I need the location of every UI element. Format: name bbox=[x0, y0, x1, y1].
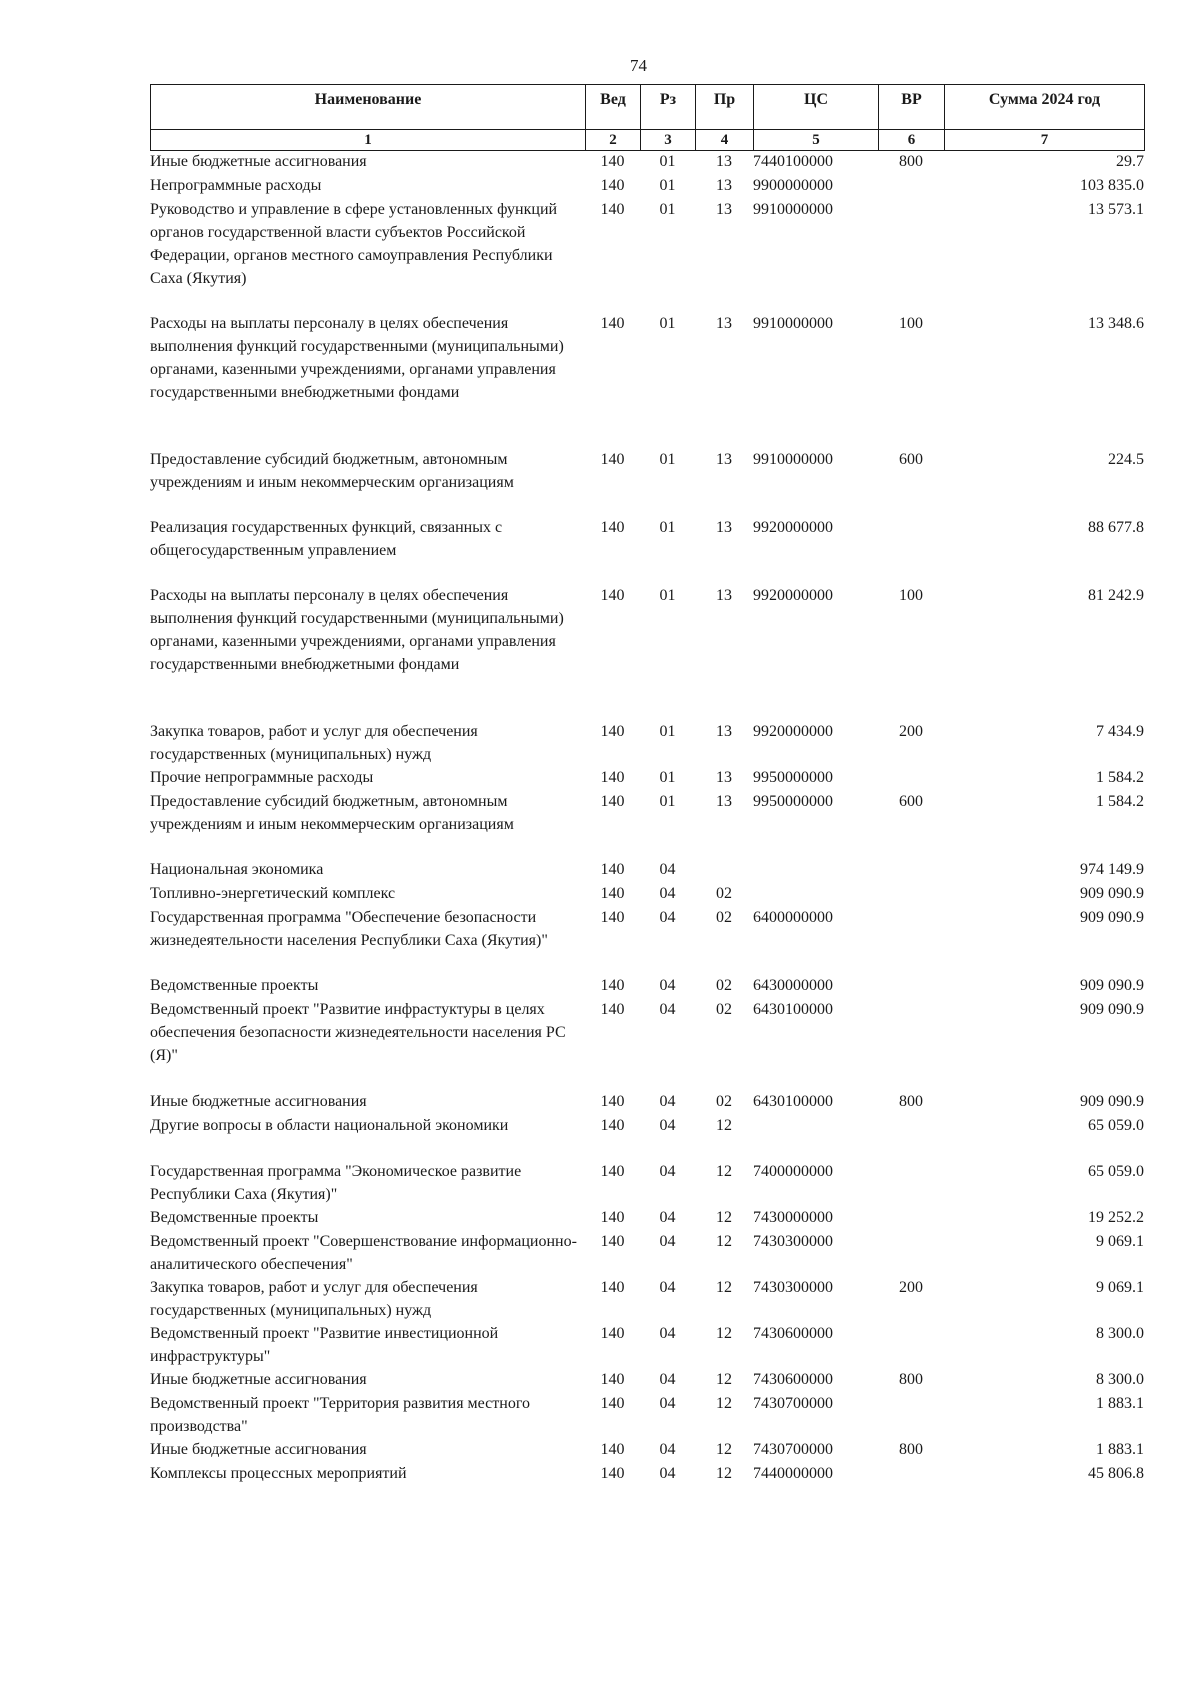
row-pr: 13 bbox=[716, 315, 732, 332]
row-vr: 800 bbox=[899, 153, 923, 170]
row-ved: 140 bbox=[600, 1279, 625, 1296]
header-number: 1 bbox=[151, 130, 586, 151]
row-rz: 01 bbox=[659, 201, 676, 218]
row-sum: 65 059.0 bbox=[1088, 1163, 1144, 1180]
row-sum: 1 584.2 bbox=[1096, 793, 1144, 810]
row-pr: 13 bbox=[716, 519, 732, 536]
table-row bbox=[150, 1322, 1144, 1368]
row-sum: 45 806.8 bbox=[1088, 1465, 1144, 1482]
row-cs: 9910000000 bbox=[753, 451, 833, 468]
row-ved: 140 bbox=[600, 451, 625, 468]
table-row bbox=[150, 1392, 1144, 1438]
row-cs: 7430600000 bbox=[753, 1325, 833, 1342]
row-vr: 200 bbox=[899, 723, 923, 740]
header-number: 7 bbox=[945, 130, 1145, 151]
row-vr bbox=[878, 906, 944, 974]
table-row bbox=[150, 584, 1144, 720]
header-row bbox=[151, 85, 1145, 130]
table-row bbox=[150, 1462, 1144, 1486]
row-rz: 01 bbox=[659, 587, 676, 604]
table-header bbox=[150, 84, 1145, 151]
row-vr bbox=[878, 882, 944, 906]
header-ved: Вед bbox=[586, 85, 641, 130]
row-vr: 600 bbox=[899, 793, 923, 810]
row-pr: 02 bbox=[716, 909, 732, 926]
row-rz: 04 bbox=[659, 1163, 676, 1180]
row-sum: 1 883.1 bbox=[1096, 1441, 1144, 1458]
row-rz: 04 bbox=[659, 1325, 676, 1342]
table-row bbox=[150, 1276, 1144, 1322]
row-cs: 9950000000 bbox=[753, 793, 833, 810]
row-rz: 04 bbox=[659, 1395, 676, 1412]
row-vr bbox=[878, 1462, 944, 1486]
row-pr: 02 bbox=[716, 885, 732, 902]
row-vr: 100 bbox=[899, 587, 923, 604]
row-pr: 12 bbox=[716, 1117, 732, 1134]
row-sum: 103 835.0 bbox=[1080, 177, 1144, 194]
row-cs: 7430300000 bbox=[753, 1279, 833, 1296]
row-pr: 02 bbox=[716, 977, 732, 994]
row-rz: 04 bbox=[659, 1001, 676, 1018]
table-row bbox=[150, 720, 1144, 766]
row-ved: 140 bbox=[600, 1163, 625, 1180]
row-pr bbox=[695, 858, 753, 882]
row-pr: 13 bbox=[716, 587, 732, 604]
row-cs: 6430100000 bbox=[753, 1093, 833, 1110]
row-name: Закупка товаров, работ и услуг для обеспечения государственных (муниципальных) нужд bbox=[150, 1279, 478, 1319]
row-cs bbox=[753, 882, 878, 906]
row-cs: 9950000000 bbox=[753, 769, 833, 786]
row-sum: 29.7 bbox=[1116, 153, 1144, 170]
row-vr bbox=[878, 174, 944, 198]
row-ved: 140 bbox=[600, 1233, 625, 1250]
row-ved: 140 bbox=[600, 1001, 625, 1018]
table-row bbox=[150, 974, 1144, 998]
row-pr: 13 bbox=[716, 769, 732, 786]
row-cs: 7430600000 bbox=[753, 1371, 833, 1388]
row-ved: 140 bbox=[600, 1465, 625, 1482]
row-sum: 13 573.1 bbox=[1088, 201, 1144, 218]
row-name: Государственная программа "Обеспечение безопасности жизнедеятельности населения Республики Саха (Якутия)" bbox=[150, 909, 548, 949]
row-pr: 12 bbox=[716, 1233, 732, 1250]
header-cs: ЦС bbox=[754, 85, 879, 130]
row-ved: 140 bbox=[600, 201, 625, 218]
row-vr bbox=[878, 858, 944, 882]
row-cs: 7440100000 bbox=[753, 153, 833, 170]
row-ved: 140 bbox=[600, 885, 625, 902]
row-pr: 13 bbox=[716, 177, 732, 194]
row-rz: 04 bbox=[659, 861, 676, 878]
row-sum: 81 242.9 bbox=[1088, 587, 1144, 604]
row-vr bbox=[878, 1230, 944, 1276]
row-name: Национальная экономика bbox=[150, 861, 324, 878]
table-row bbox=[150, 998, 1144, 1090]
table-row bbox=[150, 1160, 1144, 1206]
row-cs: 9900000000 bbox=[753, 177, 833, 194]
row-vr: 100 bbox=[899, 315, 923, 332]
header-rz: Рз bbox=[641, 85, 696, 130]
row-cs: 7430300000 bbox=[753, 1233, 833, 1250]
table-row bbox=[150, 198, 1144, 312]
row-name: Закупка товаров, работ и услуг для обеспечения государственных (муниципальных) нужд bbox=[150, 723, 478, 763]
row-rz: 04 bbox=[659, 909, 676, 926]
table-row bbox=[150, 448, 1144, 516]
row-name: Другие вопросы в области национальной экономики bbox=[150, 1117, 509, 1134]
row-pr: 13 bbox=[716, 793, 732, 810]
header-number: 3 bbox=[641, 130, 696, 151]
row-sum: 909 090.9 bbox=[1080, 1001, 1144, 1018]
row-sum: 19 252.2 bbox=[1088, 1209, 1144, 1226]
row-rz: 04 bbox=[659, 885, 676, 902]
row-vr bbox=[878, 198, 944, 312]
header-vr: ВР bbox=[879, 85, 945, 130]
row-rz: 04 bbox=[659, 1209, 676, 1226]
row-cs: 9910000000 bbox=[753, 201, 833, 218]
row-cs: 7430000000 bbox=[753, 1209, 833, 1226]
row-sum: 9 069.1 bbox=[1096, 1233, 1144, 1250]
row-ved: 140 bbox=[600, 793, 625, 810]
row-name: Расходы на выплаты персоналу в целях обеспечения выполнения функций государственными (муниципальными) органами, казенными учреждениями, органами управления государственными внебюджетными фондами bbox=[150, 587, 564, 673]
row-vr bbox=[878, 1322, 944, 1368]
row-ved: 140 bbox=[600, 977, 625, 994]
row-vr bbox=[878, 1160, 944, 1206]
row-vr bbox=[878, 1114, 944, 1160]
row-name: Комплексы процессных мероприятий bbox=[150, 1465, 407, 1482]
row-sum: 8 300.0 bbox=[1096, 1371, 1144, 1388]
row-cs: 9920000000 bbox=[753, 519, 833, 536]
header-number: 2 bbox=[586, 130, 641, 151]
row-cs: 7430700000 bbox=[753, 1395, 833, 1412]
row-cs bbox=[753, 858, 878, 882]
row-vr: 600 bbox=[899, 451, 923, 468]
table-row bbox=[150, 150, 1144, 174]
row-pr: 12 bbox=[716, 1395, 732, 1412]
header-number: 4 bbox=[696, 130, 754, 151]
row-cs: 6400000000 bbox=[753, 909, 833, 926]
row-name: Иные бюджетные ассигнования bbox=[150, 1093, 367, 1110]
row-sum: 88 677.8 bbox=[1088, 519, 1144, 536]
header-number: 6 bbox=[879, 130, 945, 151]
row-ved: 140 bbox=[600, 1371, 625, 1388]
row-sum: 1 584.2 bbox=[1096, 769, 1144, 786]
table-row bbox=[150, 858, 1144, 882]
row-sum: 8 300.0 bbox=[1096, 1325, 1144, 1342]
row-name: Предоставление субсидий бюджетным, автономным учреждениям и иным некоммерческим организациям bbox=[150, 793, 514, 833]
row-rz: 01 bbox=[659, 519, 676, 536]
row-name: Непрограммные расходы bbox=[150, 177, 322, 194]
row-rz: 01 bbox=[659, 769, 676, 786]
row-pr: 12 bbox=[716, 1279, 732, 1296]
row-sum: 224.5 bbox=[1108, 451, 1144, 468]
row-name: Реализация государственных функций, связанных с общегосударственным управлением bbox=[150, 519, 503, 559]
row-vr bbox=[878, 1392, 944, 1438]
table-row bbox=[150, 790, 1144, 858]
row-rz: 01 bbox=[659, 153, 676, 170]
header-pr: Пр bbox=[696, 85, 754, 130]
table-row bbox=[150, 906, 1144, 974]
table-row bbox=[150, 1438, 1144, 1462]
row-sum: 7 434.9 bbox=[1096, 723, 1144, 740]
row-rz: 01 bbox=[659, 315, 676, 332]
row-pr: 02 bbox=[716, 1093, 732, 1110]
row-cs: 6430000000 bbox=[753, 977, 833, 994]
row-sum: 909 090.9 bbox=[1080, 885, 1144, 902]
row-cs: 9910000000 bbox=[753, 315, 833, 332]
row-name: Ведомственный проект "Территория развития местного производства" bbox=[150, 1395, 530, 1435]
table-row bbox=[150, 1230, 1144, 1276]
row-ved: 140 bbox=[600, 1117, 625, 1134]
header-sum: Сумма 2024 год bbox=[945, 85, 1145, 130]
row-cs: 9920000000 bbox=[753, 587, 833, 604]
row-name: Ведомственный проект "Развитие инфрастуктуры в целях обеспечения безопасности жизнедеятельности населения РС (Я)" bbox=[150, 1001, 566, 1064]
row-vr: 800 bbox=[899, 1441, 923, 1458]
row-rz: 04 bbox=[659, 1371, 676, 1388]
row-ved: 140 bbox=[600, 723, 625, 740]
table-row bbox=[150, 174, 1144, 198]
row-name: Предоставление субсидий бюджетным, автономным учреждениям и иным некоммерческим организациям bbox=[150, 451, 514, 491]
row-pr: 12 bbox=[716, 1371, 732, 1388]
row-sum: 13 348.6 bbox=[1088, 315, 1144, 332]
row-rz: 04 bbox=[659, 1093, 676, 1110]
table-row bbox=[150, 1368, 1144, 1392]
row-rz: 01 bbox=[659, 793, 676, 810]
row-pr: 13 bbox=[716, 723, 732, 740]
table-row bbox=[150, 1206, 1144, 1230]
row-name: Ведомственный проект "Совершенствование информационно-аналитического обеспечения" bbox=[150, 1233, 577, 1273]
row-rz: 01 bbox=[659, 723, 676, 740]
row-ved: 140 bbox=[600, 153, 625, 170]
row-cs: 7430700000 bbox=[753, 1441, 833, 1458]
row-pr: 12 bbox=[716, 1163, 732, 1180]
row-ved: 140 bbox=[600, 315, 625, 332]
row-pr: 12 bbox=[716, 1441, 732, 1458]
row-name: Ведомственные проекты bbox=[150, 977, 319, 994]
row-pr: 13 bbox=[716, 451, 732, 468]
row-rz: 04 bbox=[659, 1279, 676, 1296]
row-rz: 04 bbox=[659, 977, 676, 994]
row-name: Иные бюджетные ассигнования bbox=[150, 1441, 367, 1458]
row-vr bbox=[878, 1206, 944, 1230]
row-pr: 13 bbox=[716, 201, 732, 218]
row-name: Прочие непрограммные расходы bbox=[150, 769, 374, 786]
row-pr: 02 bbox=[716, 1001, 732, 1018]
page-number: 74 bbox=[630, 56, 647, 75]
row-cs: 7440000000 bbox=[753, 1465, 833, 1482]
row-pr: 12 bbox=[716, 1465, 732, 1482]
row-ved: 140 bbox=[600, 1209, 625, 1226]
row-sum: 909 090.9 bbox=[1080, 909, 1144, 926]
header-number: 5 bbox=[754, 130, 879, 151]
row-ved: 140 bbox=[600, 519, 625, 536]
row-sum: 1 883.1 bbox=[1096, 1395, 1144, 1412]
row-rz: 04 bbox=[659, 1465, 676, 1482]
row-rz: 04 bbox=[659, 1441, 676, 1458]
row-ved: 140 bbox=[600, 1325, 625, 1342]
row-ved: 140 bbox=[600, 1395, 625, 1412]
row-sum: 909 090.9 bbox=[1080, 1093, 1144, 1110]
row-vr bbox=[878, 766, 944, 790]
row-cs bbox=[753, 1114, 878, 1160]
row-vr bbox=[878, 998, 944, 1090]
row-ved: 140 bbox=[600, 769, 625, 786]
row-ved: 140 bbox=[600, 1441, 625, 1458]
row-vr: 200 bbox=[899, 1279, 923, 1296]
row-name: Иные бюджетные ассигнования bbox=[150, 153, 367, 170]
row-sum: 974 149.9 bbox=[1080, 861, 1144, 878]
row-ved: 140 bbox=[600, 861, 625, 878]
row-vr: 800 bbox=[899, 1093, 923, 1110]
row-sum: 65 059.0 bbox=[1088, 1117, 1144, 1134]
row-vr: 800 bbox=[899, 1371, 923, 1388]
row-cs: 7400000000 bbox=[753, 1163, 833, 1180]
table-row bbox=[150, 312, 1144, 448]
header-number-row bbox=[151, 130, 1145, 151]
row-ved: 140 bbox=[600, 909, 625, 926]
row-ved: 140 bbox=[600, 587, 625, 604]
row-ved: 140 bbox=[600, 1093, 625, 1110]
row-sum: 9 069.1 bbox=[1096, 1279, 1144, 1296]
row-name: Государственная программа "Экономическое развитие Республики Саха (Якутия)" bbox=[150, 1163, 522, 1203]
row-cs: 9920000000 bbox=[753, 723, 833, 740]
row-vr bbox=[878, 516, 944, 584]
row-cs: 6430100000 bbox=[753, 1001, 833, 1018]
header-name: Наименование bbox=[151, 85, 586, 130]
table-row bbox=[150, 516, 1144, 584]
row-pr: 12 bbox=[716, 1325, 732, 1342]
row-pr: 13 bbox=[716, 153, 732, 170]
budget-table bbox=[150, 150, 1144, 1486]
table-row bbox=[150, 1114, 1144, 1160]
row-rz: 01 bbox=[659, 177, 676, 194]
row-name: Руководство и управление в сфере установленных функций органов государственной власти субъектов Российской Федерации, органов местного самоуправления Республики Саха (Якутия) bbox=[150, 201, 558, 287]
row-vr bbox=[878, 974, 944, 998]
row-name: Топливно-энергетический комплекс bbox=[150, 885, 396, 902]
table-row bbox=[150, 882, 1144, 906]
row-sum: 909 090.9 bbox=[1080, 977, 1144, 994]
row-name: Иные бюджетные ассигнования bbox=[150, 1371, 367, 1388]
row-rz: 04 bbox=[659, 1233, 676, 1250]
row-name: Расходы на выплаты персоналу в целях обеспечения выполнения функций государственными (муниципальными) органами, казенными учреждениями, органами управления государственными внебюджетными фондами bbox=[150, 315, 564, 401]
row-rz: 01 bbox=[659, 451, 676, 468]
row-rz: 04 bbox=[659, 1117, 676, 1134]
row-name: Ведомственные проекты bbox=[150, 1209, 319, 1226]
row-ved: 140 bbox=[600, 177, 625, 194]
row-name: Ведомственный проект "Развитие инвестиционной инфраструктуры" bbox=[150, 1325, 499, 1365]
table-row bbox=[150, 766, 1144, 790]
row-pr: 12 bbox=[716, 1209, 732, 1226]
table-row bbox=[150, 1090, 1144, 1114]
